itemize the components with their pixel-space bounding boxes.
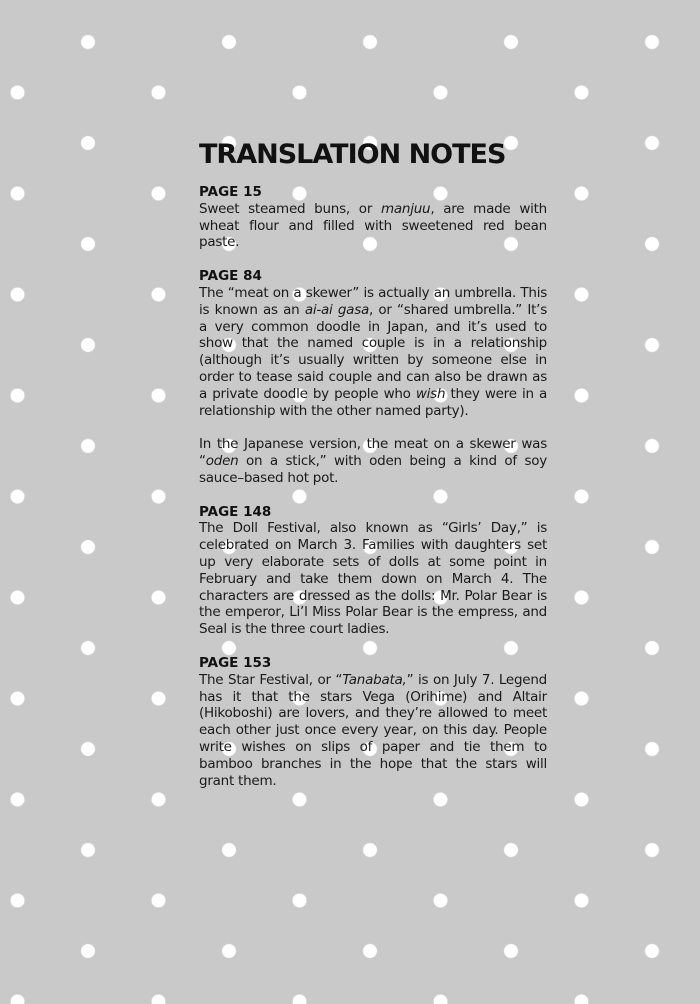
text-run: In the Japanese version, the meat on a skewer was “ (199, 436, 547, 469)
note-section (199, 268, 547, 486)
text-run: Sweet steamed buns, or (199, 200, 381, 217)
text-run: they were in a relationship with the other named party). (199, 385, 547, 419)
note-paragraph (199, 672, 547, 790)
italic-term: Tanabata, (342, 671, 407, 688)
note-section (199, 504, 547, 638)
note-paragraph (199, 285, 547, 419)
note-paragraph (199, 520, 547, 638)
note-heading: PAGE 148 (199, 503, 272, 520)
note-paragraph (199, 201, 547, 251)
note-paragraph (199, 436, 547, 486)
text-run: , or “shared umbrella.” It’s a very common doodle in Japan, and it’s used to show that the named couple is in a relationship (although it’s usually written by someone else in order to tease said couple and can also be drawn as a private doodle by people who (199, 301, 547, 402)
note-section (199, 655, 547, 789)
notes-container (199, 138, 547, 806)
note-heading: PAGE 153 (199, 654, 272, 671)
note-heading: PAGE 15 (199, 184, 262, 200)
italic-term: manjuu (380, 200, 431, 217)
page-title: TRANSLATION NOTES (199, 139, 506, 170)
text-run: The Star Festival, or “ (199, 671, 343, 688)
italic-term: oden (205, 452, 239, 469)
text-run: The Doll Festival, also known as “Girls’ Day,” is celebrated on March 3. Families with daughters set up very elaborate sets of dolls at some point in February and take them down on March 4. The characters are dressed as the dolls: Mr. Polar Bear is the emperor, Li’l Miss Polar Bear is the empress, and Seal is the three court ladies. (199, 520, 547, 638)
note-heading: PAGE 84 (199, 268, 262, 285)
text-run: , are made with wheat flour and filled with sweetened red bean paste. (199, 200, 547, 251)
text-run: ” is on July 7. Legend has it that the stars Vega (Orihime) and Altair (Hikoboshi) are lovers, and they’re allowed to meet each other just once every year, on this day. People write wishes on slips of paper and tie them to bamboo branches in the hope that the stars will grant them. (199, 671, 547, 789)
note-section (199, 184, 547, 251)
italic-term: ai-ai gasa (304, 301, 369, 318)
italic-term: wish (415, 385, 446, 402)
text-run: on a stick,” with oden being a kind of soy sauce–based hot pot. (199, 452, 547, 486)
notes-list (199, 184, 547, 789)
text-run: The “meat on a skewer” is actually an umbrella. This is known as an (199, 284, 547, 318)
